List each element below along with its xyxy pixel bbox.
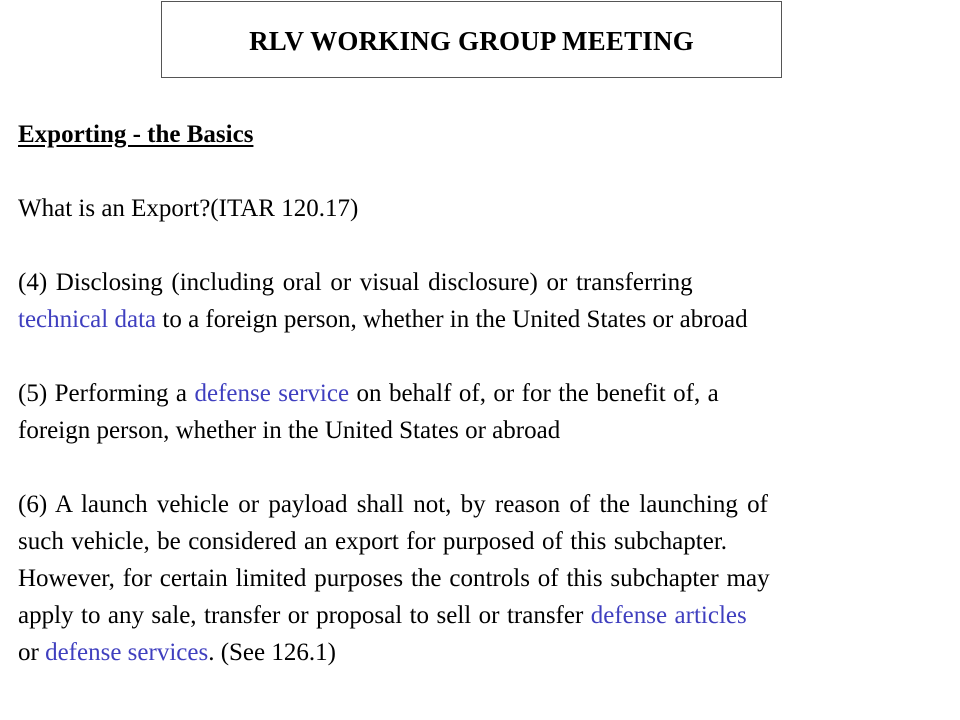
paragraph-4-line-2 <box>18 301 958 338</box>
paragraph-6-line-2: such vehicle, be considered an export for purposed of this subchapter. <box>18 528 728 555</box>
term-defense-articles: defense articles <box>590 602 747 629</box>
paragraph-5 <box>18 375 958 449</box>
paragraph-4-line-2-text: to a foreign person, whether in the United States or abroad <box>156 306 748 333</box>
paragraph-5-line-1 <box>18 375 958 412</box>
paragraph-6-line-5-post: . (See 126.1) <box>208 639 336 666</box>
spacer <box>18 227 958 264</box>
slide-title: RLV WORKING GROUP MEETING <box>249 26 694 56</box>
export-question: What is an Export?(ITAR 120.17) <box>18 195 359 222</box>
term-defense-services: defense services <box>45 639 209 666</box>
spacer <box>18 338 958 375</box>
spacer <box>18 153 958 190</box>
term-technical-data: technical data <box>18 306 157 333</box>
slide-content <box>18 116 958 671</box>
paragraph-6-line-3: However, for certain limited purposes the controls of this subchapter may <box>18 565 770 592</box>
paragraph-6 <box>18 486 958 671</box>
paragraph-5-line-2: foreign person, whether in the United States or abroad <box>18 417 561 444</box>
paragraph-6-line-5 <box>18 634 958 671</box>
paragraph-6-line-1: (6) A launch vehicle or payload shall not, by reason of the launching of <box>18 491 768 518</box>
paragraph-4-line-1: (4) Disclosing (including oral or visual disclosure) or transferring <box>18 269 693 296</box>
term-defense-service: defense service <box>194 380 350 407</box>
title-box <box>161 1 782 78</box>
paragraph-5-line-1-post: on behalf of, or for the benefit of, a <box>349 380 719 407</box>
paragraph-6-line-5-pre: or <box>18 639 46 666</box>
paragraph-5-line-1-pre: (5) Performing a <box>18 380 195 407</box>
spacer <box>18 449 958 486</box>
paragraph-4 <box>18 264 958 338</box>
paragraph-6-line-4-pre: apply to any sale, transfer or proposal to sell or transfer <box>18 602 591 629</box>
section-heading: Exporting - the Basics <box>18 121 254 148</box>
paragraph-6-line-4 <box>18 597 958 634</box>
